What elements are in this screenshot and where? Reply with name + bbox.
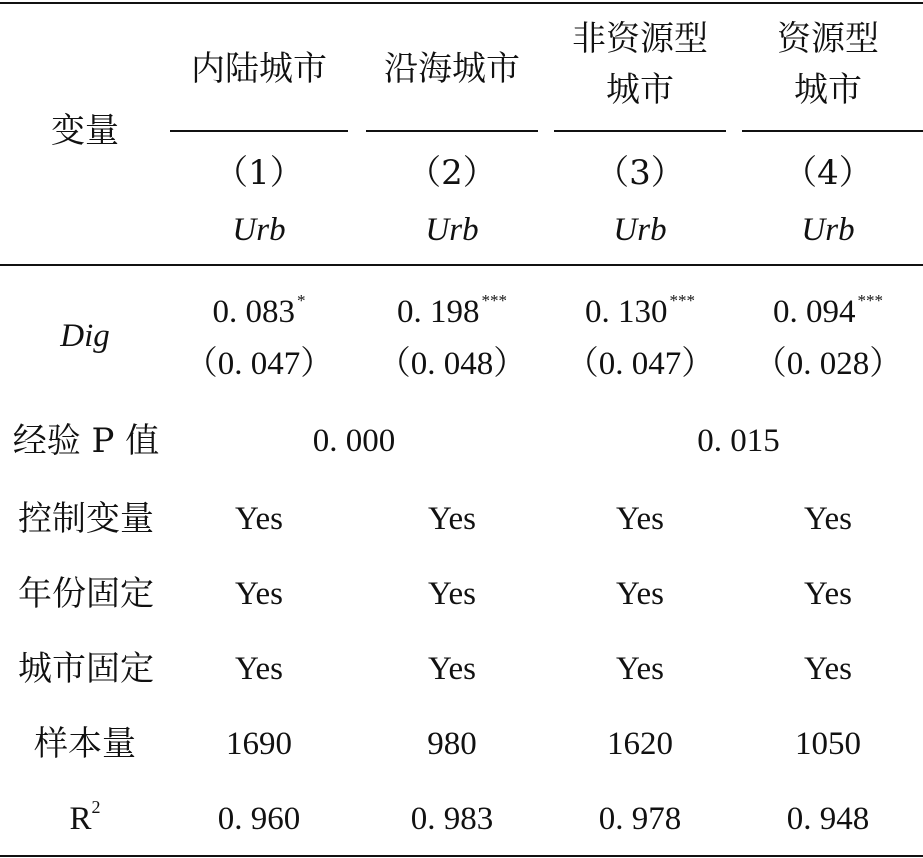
n-obs-3: 1620 <box>607 726 673 762</box>
r2-label-base: R <box>69 801 92 837</box>
year-fe-4: Yes <box>803 576 853 612</box>
controls-1: Yes <box>234 501 284 537</box>
dig-coef-1-stars: * <box>297 291 306 310</box>
dig-coef-2-value: 0. 198 <box>397 294 480 330</box>
column-3-name <box>554 16 726 113</box>
controls-4: Yes <box>803 501 853 537</box>
column-3-subrule <box>554 130 726 132</box>
header-variable-label: 变量 <box>51 111 119 151</box>
column-4-dep-var: Urb <box>801 212 855 248</box>
column-2-subrule <box>366 130 538 132</box>
dig-se-1: （0. 047） <box>184 346 334 382</box>
column-4-number: （4） <box>783 153 873 193</box>
column-2-name: 沿海城市 <box>384 49 520 89</box>
dig-coef-3-stars: *** <box>669 291 695 310</box>
column-2-dep-var: Urb <box>425 212 479 248</box>
dig-coef-1-value: 0. 083 <box>212 294 295 330</box>
column-1-number: （1） <box>214 153 304 193</box>
empirical-p-group-1: 0. 000 <box>312 423 396 459</box>
column-3-name-line2: 城市 <box>606 70 674 110</box>
r2-4: 0. 948 <box>786 801 870 837</box>
column-3-number: （3） <box>595 153 685 193</box>
column-3-name-line1: 非资源型 <box>572 19 708 59</box>
column-2-number: （2） <box>407 153 497 193</box>
year-fe-3: Yes <box>615 576 665 612</box>
city-fe-4: Yes <box>803 651 853 687</box>
row-empirical-p-label: 经验 P 值 <box>12 421 160 461</box>
city-fe-1: Yes <box>234 651 284 687</box>
controls-3: Yes <box>615 501 665 537</box>
dig-coef-3 <box>554 291 726 330</box>
dig-coef-3-value: 0. 130 <box>585 294 668 330</box>
bottom-rule <box>0 855 923 857</box>
r2-2: 0. 983 <box>410 801 494 837</box>
year-fe-1: Yes <box>234 576 284 612</box>
dig-coef-2 <box>366 291 538 330</box>
dig-se-2: （0. 048） <box>377 346 527 382</box>
header-rule <box>0 264 923 266</box>
column-4-name-line1: 资源型 <box>777 19 879 59</box>
dig-coef-4-value: 0. 094 <box>773 294 856 330</box>
dig-coef-2-stars: *** <box>481 291 507 310</box>
column-4-name-line2: 城市 <box>794 70 862 110</box>
r2-3: 0. 978 <box>598 801 682 837</box>
column-1-dep-var: Urb <box>232 212 286 248</box>
controls-2: Yes <box>427 501 477 537</box>
dig-coef-4-stars: *** <box>857 291 883 310</box>
top-rule <box>0 2 923 4</box>
row-year-fe-label: 年份固定 <box>18 574 154 614</box>
city-fe-3: Yes <box>615 651 665 687</box>
r2-1: 0. 960 <box>217 801 301 837</box>
row-controls-label: 控制变量 <box>18 499 154 539</box>
row-city-fe-label: 城市固定 <box>18 649 154 689</box>
column-1-name: 内陆城市 <box>191 49 327 89</box>
dig-coef-4 <box>742 291 914 330</box>
n-obs-1: 1690 <box>226 726 292 762</box>
row-r2-label <box>20 797 150 837</box>
n-obs-2: 980 <box>427 726 477 762</box>
empirical-p-group-2: 0. 015 <box>697 423 780 459</box>
column-4-name <box>742 16 914 113</box>
year-fe-2: Yes <box>427 576 477 612</box>
dig-se-4: （0. 028） <box>753 346 903 382</box>
r2-label-sup: 2 <box>91 797 101 817</box>
dig-coef-1 <box>170 291 348 330</box>
dig-se-3: （0. 047） <box>565 346 715 382</box>
row-dig-label: Dig <box>60 318 110 354</box>
column-3-dep-var: Urb <box>613 212 667 248</box>
column-1-subrule <box>170 130 348 132</box>
n-obs-4: 1050 <box>795 726 861 762</box>
column-4-subrule <box>742 130 923 132</box>
city-fe-2: Yes <box>427 651 477 687</box>
row-n-obs-label: 样本量 <box>34 724 136 764</box>
